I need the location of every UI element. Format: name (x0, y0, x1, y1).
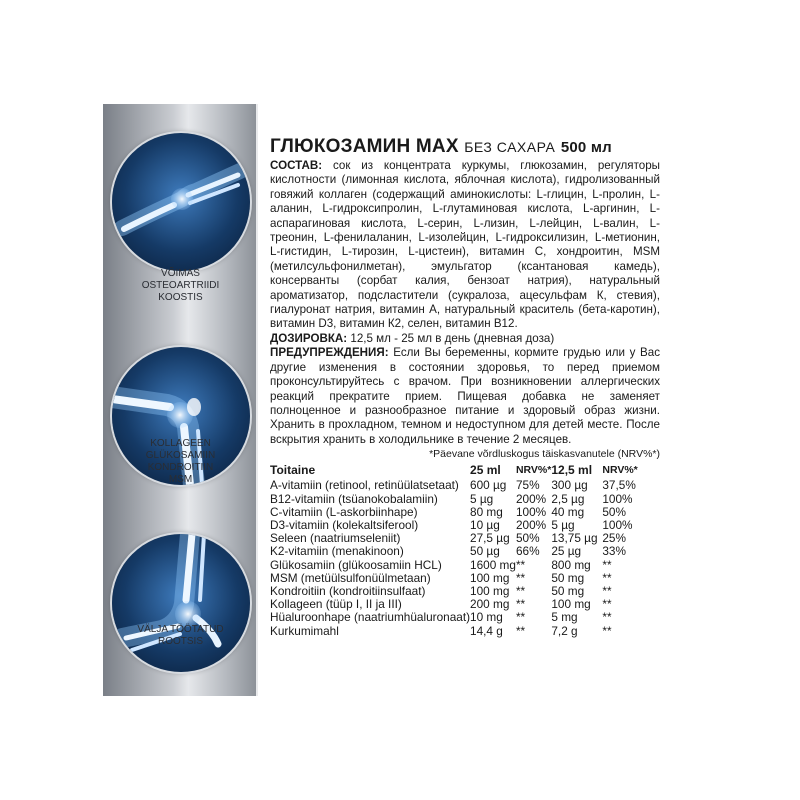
cell-nrv-25: 200% (515, 491, 547, 506)
warnings-body: Если Вы беременны, кормите грудью или у Вас другие изменения в состоянии здоровья, то перед приемом проконсультируйтесь с врачом. При возникновении аллергических реакций прекратите прием. Пищевая добавка не заменяет полноценное и разнообразное питание и здоровый образ жизни. Хранить в прохладном, темном и недоступном для детей месте. После вскрытия хранить в холодильнике в течение 2 месяцев. (270, 346, 660, 446)
caption-line: KOOSTIS (158, 292, 203, 303)
cell-amount-12: 100 mg (551, 597, 591, 612)
cell-amount-25: 100 mg (470, 570, 510, 585)
nutrition-table (270, 464, 638, 638)
cell-nrv-25: ** (515, 610, 526, 625)
table-row (270, 572, 638, 585)
nrv-footnote: *Päevane võrdluskogus täiskasvanutele (NRV%*) (429, 448, 660, 461)
cell-amount-12: 300 µg (551, 478, 588, 493)
cell-nrv-25: 200% (515, 517, 547, 532)
cell-nrv-12: 25% (602, 531, 626, 546)
cell-nutrient: MSM (metüülsulfonüülmetaan) (270, 570, 431, 585)
label-text-area (270, 136, 660, 638)
cell-amount-25: 100 mg (470, 583, 510, 598)
cell-nutrient: Kollageen (tüüp I, II ja III) (270, 597, 402, 612)
cell-nrv-25: 66% (515, 544, 540, 559)
table-row (270, 559, 638, 572)
caption-line: VÕIMAS (161, 268, 200, 279)
cell-amount-25: 80 mg (470, 504, 503, 519)
composition-text (270, 159, 660, 332)
cell-nrv-25: ** (515, 623, 526, 638)
table-row (270, 479, 638, 492)
cell-nrv-25: ** (515, 597, 526, 612)
table-row (270, 493, 638, 506)
cell-nutrient: C-vitamiin (L-askorbiinhape) (270, 504, 418, 519)
composition-label: СОСТАВ: (270, 159, 323, 172)
cell-amount-25: 200 mg (470, 597, 510, 612)
cell-nrv-25: 50% (515, 531, 540, 546)
cell-nrv-12: ** (602, 583, 612, 598)
warnings-text (270, 346, 660, 447)
cell-nrv-25: ** (515, 557, 526, 572)
side-panel (103, 104, 258, 696)
caption-line: ROOTSIS (157, 636, 203, 647)
product-title (270, 136, 660, 159)
ankle-xray-image (112, 534, 250, 672)
composition-body: сок из концентрата куркумы, глюкозамин, регуляторы кислотности (лимонная кислота, яблочная кислота), гидролизованный говяжий коллаген (содержащий аминокислоты: L-глицин, L-пролин, L-аланин, L-гидроксипролин, L-глутаминовая кислота, L-аргинин, L-аспарагиновая кислота, L-серин, L-лизин, L-лейцин, L-валин, L-треонин, L-фенилаланин, L-изолейцин, L-гидроксилизин, L-метионин, L-гистидин, L-тирозин, L-цистеин), витамин С, хондроитин, MSM (метилсульфонилметан), эмульгатор (ксантановая камедь), консерванты (сорбат калия, бензоат натрия), натуральный ароматизатор, подсластители (сукралоза, ацесульфам К, стевия), гиалуронат натрия, витамин А, натуральный краситель (бета-каротин), витамин D3, витамин К2, селен, витамин В12. (270, 159, 660, 331)
cell-nrv-25: ** (515, 570, 526, 585)
cell-nutrient: Hüaluroonhape (naatriumhüaluronaat) (270, 610, 471, 625)
cell-nrv-12: ** (602, 570, 612, 585)
table-row (270, 506, 638, 519)
cell-amount-12: 800 mg (551, 557, 591, 572)
cell-nutrient: Seleen (naatriumseleniit) (270, 531, 401, 546)
cell-nrv-12: ** (602, 610, 612, 625)
caption-line: VÄLJA TÖÖTATUD (137, 624, 224, 635)
cell-nrv-25: 100% (515, 504, 547, 519)
table-body (270, 479, 638, 637)
table-row (270, 625, 638, 638)
cell-nrv-12: 37,5% (602, 478, 636, 493)
cell-nrv-25: ** (515, 583, 526, 598)
caption-line: MSM (168, 474, 193, 485)
table-row (270, 545, 638, 558)
cell-amount-12: 40 mg (551, 504, 585, 519)
caption-ingredients (103, 438, 258, 486)
cell-nutrient: Kondroitiin (kondroitiinsulfaat) (270, 583, 426, 598)
cell-amount-25: 10 mg (470, 610, 503, 625)
cell-nutrient: D3-vitamiin (kolekaltsiferool) (270, 517, 419, 532)
title-main: ГЛЮКОЗАМИН МАХ (270, 136, 459, 157)
cell-amount-25: 5 µg (470, 491, 494, 506)
cell-nrv-12: 50% (602, 504, 626, 519)
product-label (103, 104, 661, 696)
cell-nutrient: Kurkumimahl (270, 623, 339, 638)
header-nrv-12: NRV%* (602, 464, 638, 477)
cell-amount-12: 5 µg (551, 517, 575, 532)
cell-nrv-12: ** (602, 557, 612, 572)
cell-nutrient: B12-vitamiin (tsüanokobalamiin) (270, 491, 438, 506)
cell-nutrient: K2-vitamiin (menakinoon) (270, 544, 404, 559)
cell-amount-12: 2,5 µg (551, 491, 585, 506)
cell-amount-25: 600 µg (470, 478, 507, 493)
cell-amount-25: 50 µg (470, 544, 500, 559)
header-nrv-25: NRV%* (515, 464, 552, 477)
cell-amount-12: 25 µg (551, 544, 582, 559)
title-sub: БЕЗ САХАРА (464, 139, 556, 155)
header-nutrient: Toitaine (270, 463, 316, 478)
dosage-body: 12,5 мл - 25 мл в день (дневная доза) (350, 331, 555, 345)
elbow-xray-image (112, 133, 250, 271)
table-row (270, 611, 638, 624)
caption-line: OSTEOARTRIIDI (141, 280, 220, 291)
caption-line: KONDROITIIN (147, 462, 214, 473)
caption-line: GLÜKOSAMIIN (145, 450, 216, 461)
cell-nrv-12: ** (602, 623, 612, 638)
cell-nrv-12: 100% (602, 491, 633, 506)
table-header-row (270, 464, 638, 479)
cell-nrv-25: 75% (515, 478, 540, 493)
caption-origin (103, 624, 258, 648)
warnings-label: ПРЕДУПРЕЖДЕНИЯ: (270, 346, 389, 360)
cell-nutrient: Glükosamiin (glükoosamiin HCL) (270, 557, 442, 572)
cell-amount-12: 13,75 µg (551, 531, 598, 546)
cell-nrv-12: 100% (602, 517, 633, 532)
cell-nrv-12: ** (602, 597, 612, 612)
caption-osteoarthritis (103, 268, 258, 304)
title-volume: 500 мл (560, 139, 612, 156)
cell-amount-12: 5 mg (551, 610, 578, 625)
cell-nutrient: A-vitamiin (retinool, retinüülatsetaat) (270, 478, 459, 493)
dosage-text (270, 332, 660, 346)
cell-nrv-12: 33% (602, 544, 626, 559)
dosage-label: ДОЗИРОВКА: (270, 331, 348, 345)
cell-amount-25: 14,4 g (470, 623, 503, 638)
cell-amount-12: 7,2 g (551, 623, 578, 638)
cell-amount-25: 27,5 µg (470, 531, 510, 546)
cell-amount-25: 10 µg (470, 517, 500, 532)
cell-amount-12: 50 mg (551, 583, 585, 598)
cell-amount-12: 50 mg (551, 570, 585, 585)
cell-amount-25: 1600 mg (470, 557, 516, 572)
header-25ml: 25 ml (470, 463, 501, 478)
caption-line: KOLLAGEEN (150, 438, 211, 449)
header-12ml: 12,5 ml (551, 463, 593, 478)
